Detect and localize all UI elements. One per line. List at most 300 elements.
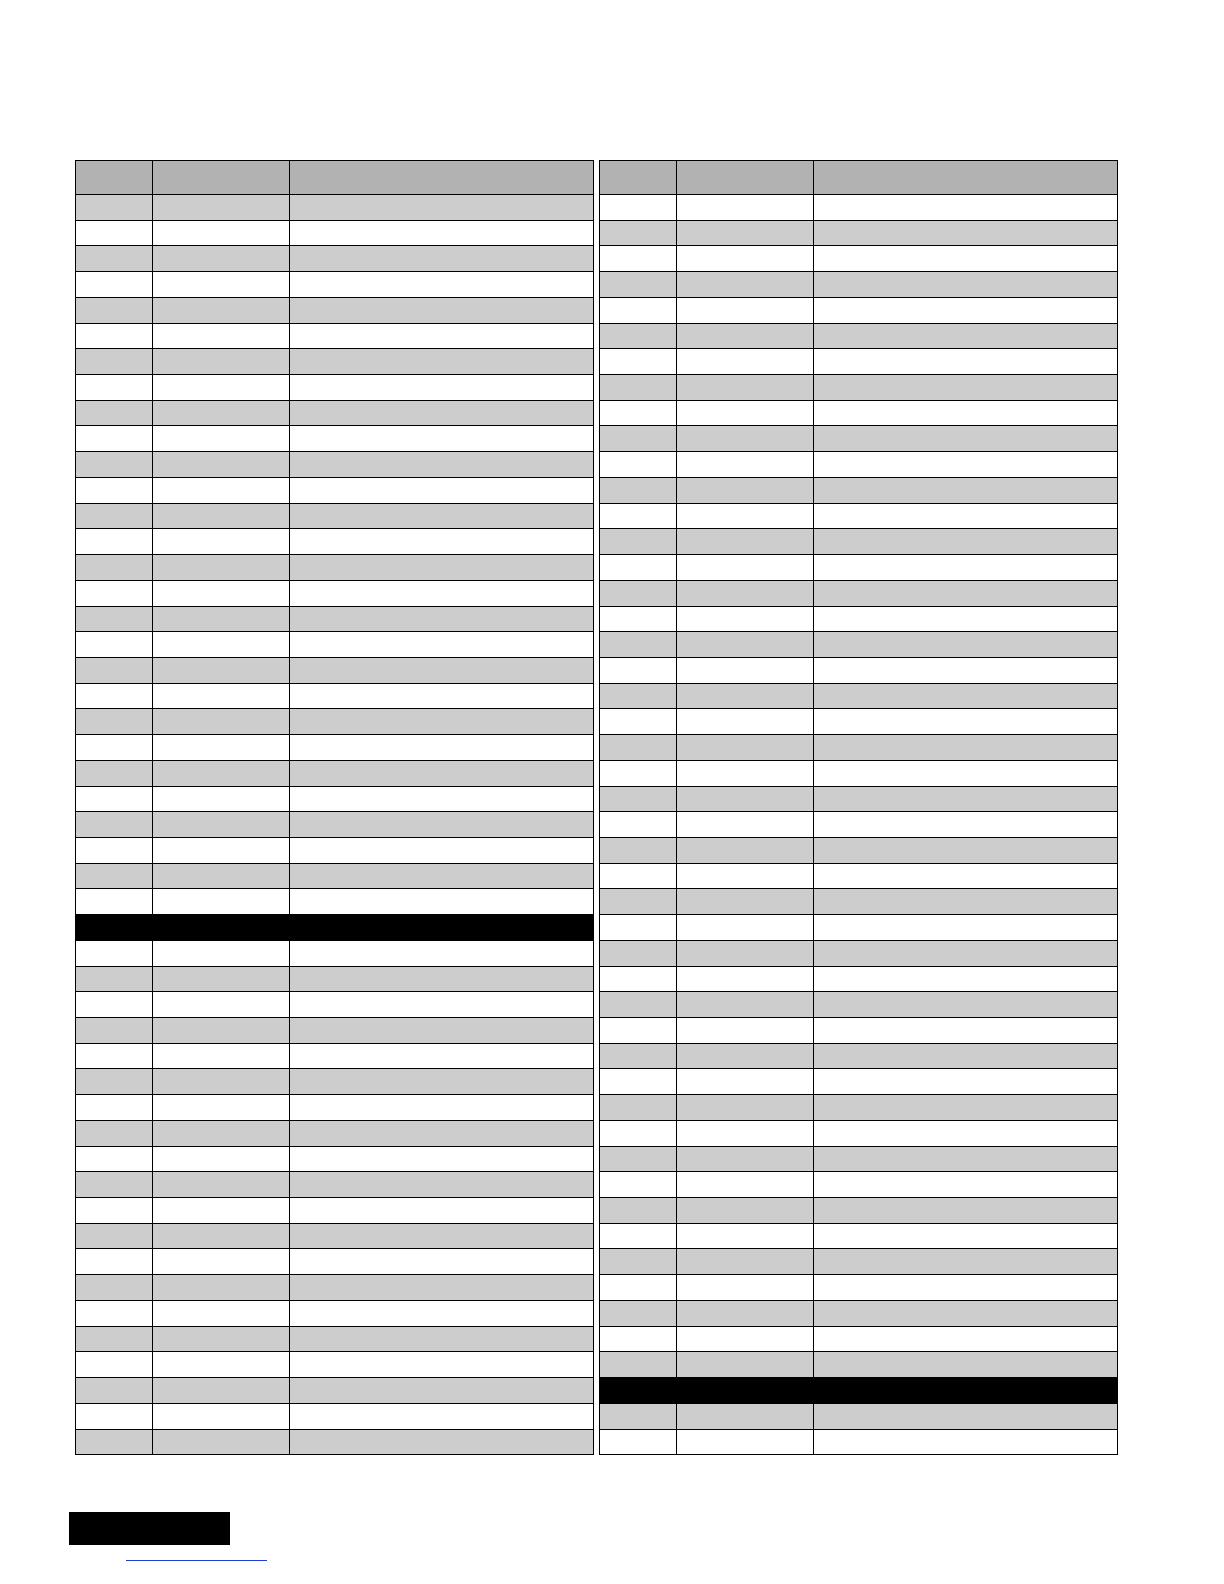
table-cell	[814, 837, 1118, 863]
table-row	[600, 452, 1118, 478]
table-row	[76, 940, 594, 966]
table-cell	[814, 477, 1118, 503]
table-row	[76, 760, 594, 786]
table-cell	[600, 1043, 677, 1069]
table-cell	[76, 195, 153, 221]
table-cell	[153, 529, 290, 555]
table-cell	[814, 1120, 1118, 1146]
table-cell	[814, 1146, 1118, 1172]
table-cell	[677, 837, 814, 863]
table-cell	[814, 812, 1118, 838]
table-cell	[153, 1352, 290, 1378]
table-cell	[600, 657, 677, 683]
table-cell	[814, 992, 1118, 1018]
table-cell	[814, 940, 1118, 966]
table-row	[600, 657, 1118, 683]
table-cell	[677, 323, 814, 349]
table-cell	[677, 1275, 814, 1301]
table-cell	[600, 735, 677, 761]
table-row	[76, 503, 594, 529]
table-cell	[677, 580, 814, 606]
table-cell	[814, 786, 1118, 812]
table-cell	[76, 1429, 153, 1455]
table-cell	[814, 1018, 1118, 1044]
table-cell	[600, 272, 677, 298]
table-cell	[814, 426, 1118, 452]
table-cell	[814, 863, 1118, 889]
table-cell	[76, 349, 153, 375]
table-cell	[153, 1095, 290, 1121]
table-cell	[290, 220, 594, 246]
table-cell	[290, 529, 594, 555]
table-cell	[153, 1326, 290, 1352]
table-cell	[290, 246, 594, 272]
section-divider-row	[76, 915, 594, 941]
section-divider-row	[600, 1378, 1118, 1404]
table-cell	[76, 529, 153, 555]
table-cell	[677, 735, 814, 761]
table-cell	[290, 1043, 594, 1069]
right-table-body	[600, 195, 1118, 1455]
table-row	[76, 606, 594, 632]
table-row	[600, 375, 1118, 401]
table-cell	[814, 606, 1118, 632]
table-cell	[290, 349, 594, 375]
table-cell	[677, 709, 814, 735]
table-cell	[290, 1198, 594, 1224]
table-cell	[290, 1146, 594, 1172]
table-cell	[814, 1223, 1118, 1249]
table-cell	[814, 555, 1118, 581]
table-cell	[290, 992, 594, 1018]
table-row	[600, 1018, 1118, 1044]
table-cell	[677, 1326, 814, 1352]
table-cell	[153, 863, 290, 889]
table-row	[76, 195, 594, 221]
table-cell	[153, 246, 290, 272]
table-cell	[600, 1146, 677, 1172]
table-cell	[290, 1275, 594, 1301]
table-cell	[76, 580, 153, 606]
table-row	[600, 786, 1118, 812]
table-row	[76, 349, 594, 375]
table-row	[600, 837, 1118, 863]
table-cell	[153, 220, 290, 246]
table-row	[600, 323, 1118, 349]
table-cell	[677, 503, 814, 529]
table-cell	[814, 195, 1118, 221]
table-cell	[677, 1069, 814, 1095]
table-row	[76, 220, 594, 246]
table-cell	[814, 1403, 1118, 1429]
table-cell	[153, 426, 290, 452]
table-cell	[677, 1198, 814, 1224]
table-row	[600, 195, 1118, 221]
table-cell	[677, 1120, 814, 1146]
table-cell	[290, 555, 594, 581]
table-row	[600, 863, 1118, 889]
table-cell	[600, 966, 677, 992]
table-cell	[153, 1069, 290, 1095]
table-cell	[76, 992, 153, 1018]
table-cell	[76, 220, 153, 246]
table-cell	[600, 1275, 677, 1301]
table-cell	[290, 426, 594, 452]
table-cell	[153, 606, 290, 632]
table-cell	[290, 1326, 594, 1352]
table-cell	[814, 375, 1118, 401]
table-row	[600, 606, 1118, 632]
table-cell	[290, 657, 594, 683]
table-row	[76, 683, 594, 709]
table-cell	[290, 1378, 594, 1404]
table-cell	[290, 400, 594, 426]
left-table	[75, 160, 594, 1455]
table-cell	[600, 580, 677, 606]
table-cell	[814, 889, 1118, 915]
table-row	[600, 760, 1118, 786]
table-cell	[153, 452, 290, 478]
table-cell	[76, 1223, 153, 1249]
table-row	[76, 375, 594, 401]
table-row	[76, 246, 594, 272]
table-row	[76, 837, 594, 863]
table-cell	[290, 889, 594, 915]
table-cell	[153, 760, 290, 786]
right-header-cell	[677, 161, 814, 195]
table-cell	[814, 246, 1118, 272]
table-cell	[153, 1300, 290, 1326]
table-row	[600, 1352, 1118, 1378]
table-cell	[677, 272, 814, 298]
table-row	[600, 683, 1118, 709]
table-cell	[677, 375, 814, 401]
table-cell	[153, 812, 290, 838]
table-cell	[153, 323, 290, 349]
table-cell	[814, 580, 1118, 606]
table-cell	[76, 452, 153, 478]
table-cell	[76, 1300, 153, 1326]
table-row	[600, 400, 1118, 426]
table-cell	[76, 555, 153, 581]
table-cell	[153, 349, 290, 375]
table-cell	[814, 529, 1118, 555]
table-cell	[814, 760, 1118, 786]
table-cell	[677, 1095, 814, 1121]
table-cell	[290, 272, 594, 298]
table-cell	[600, 503, 677, 529]
table-cell	[153, 1198, 290, 1224]
table-row	[76, 992, 594, 1018]
table-cell	[290, 1095, 594, 1121]
table-cell	[814, 400, 1118, 426]
table-cell	[290, 863, 594, 889]
table-cell	[153, 1249, 290, 1275]
table-row	[600, 529, 1118, 555]
table-cell	[600, 1403, 677, 1429]
table-cell	[600, 1120, 677, 1146]
table-cell	[600, 452, 677, 478]
table-row	[600, 1069, 1118, 1095]
table-row	[600, 709, 1118, 735]
table-cell	[600, 375, 677, 401]
right-table-header-row	[600, 161, 1118, 195]
table-cell	[814, 297, 1118, 323]
table-row	[600, 1223, 1118, 1249]
table-row	[76, 1326, 594, 1352]
table-row	[600, 992, 1118, 1018]
table-cell	[153, 272, 290, 298]
table-cell	[677, 220, 814, 246]
table-cell	[290, 477, 594, 503]
table-cell	[290, 606, 594, 632]
table-cell	[600, 426, 677, 452]
table-cell	[290, 1069, 594, 1095]
table-row	[600, 1249, 1118, 1275]
table-cell	[290, 323, 594, 349]
table-cell	[153, 1146, 290, 1172]
table-cell	[153, 297, 290, 323]
left-header-cell	[290, 161, 594, 195]
table-cell	[814, 966, 1118, 992]
table-cell	[76, 735, 153, 761]
table-cell	[76, 1275, 153, 1301]
table-cell	[600, 1300, 677, 1326]
table-cell	[600, 246, 677, 272]
table-cell	[677, 349, 814, 375]
table-row	[76, 1069, 594, 1095]
table-row	[600, 349, 1118, 375]
table-cell	[677, 1172, 814, 1198]
table-cell	[677, 297, 814, 323]
table-cell	[677, 889, 814, 915]
table-cell	[290, 1352, 594, 1378]
table-cell	[814, 1043, 1118, 1069]
table-row	[76, 529, 594, 555]
table-cell	[677, 195, 814, 221]
footer-label-block	[69, 1512, 230, 1545]
table-row	[76, 452, 594, 478]
section-divider-cell	[76, 915, 594, 941]
table-cell	[677, 606, 814, 632]
table-cell	[76, 246, 153, 272]
table-cell	[76, 1095, 153, 1121]
table-cell	[677, 683, 814, 709]
table-row	[76, 1095, 594, 1121]
table-cell	[76, 1352, 153, 1378]
table-row	[76, 1146, 594, 1172]
table-cell	[153, 503, 290, 529]
table-cell	[600, 1223, 677, 1249]
table-cell	[677, 529, 814, 555]
table-cell	[153, 1275, 290, 1301]
table-row	[600, 1095, 1118, 1121]
table-cell	[153, 400, 290, 426]
table-cell	[814, 1429, 1118, 1455]
table-cell	[814, 452, 1118, 478]
table-cell	[153, 632, 290, 658]
right-header-cell	[600, 161, 677, 195]
table-row	[600, 272, 1118, 298]
table-cell	[290, 1223, 594, 1249]
table-cell	[600, 1069, 677, 1095]
table-cell	[153, 992, 290, 1018]
table-row	[600, 889, 1118, 915]
table-row	[600, 1120, 1118, 1146]
table-cell	[600, 1172, 677, 1198]
table-cell	[76, 272, 153, 298]
table-cell	[153, 709, 290, 735]
table-cell	[76, 1172, 153, 1198]
table-row	[76, 426, 594, 452]
table-cell	[814, 683, 1118, 709]
table-cell	[290, 760, 594, 786]
table-cell	[600, 837, 677, 863]
table-cell	[677, 1403, 814, 1429]
table-cell	[677, 1429, 814, 1455]
table-cell	[290, 709, 594, 735]
table-cell	[76, 375, 153, 401]
table-row	[76, 400, 594, 426]
table-cell	[814, 1249, 1118, 1275]
table-cell	[600, 529, 677, 555]
table-row	[76, 863, 594, 889]
table-cell	[76, 940, 153, 966]
table-cell	[76, 1326, 153, 1352]
table-cell	[600, 992, 677, 1018]
table-row	[76, 1275, 594, 1301]
table-cell	[153, 683, 290, 709]
table-cell	[290, 786, 594, 812]
table-row	[600, 1146, 1118, 1172]
table-cell	[76, 863, 153, 889]
table-row	[76, 657, 594, 683]
table-row	[600, 1172, 1118, 1198]
table-cell	[677, 1249, 814, 1275]
table-cell	[76, 1043, 153, 1069]
table-row	[76, 1120, 594, 1146]
table-cell	[677, 940, 814, 966]
left-table-header-row	[76, 161, 594, 195]
table-row	[76, 1223, 594, 1249]
left-header-cell	[153, 161, 290, 195]
table-row	[76, 580, 594, 606]
table-cell	[153, 657, 290, 683]
table-cell	[677, 786, 814, 812]
table-cell	[814, 220, 1118, 246]
table-cell	[290, 375, 594, 401]
table-cell	[600, 1249, 677, 1275]
right-table	[599, 160, 1118, 1455]
table-row	[600, 477, 1118, 503]
table-cell	[290, 812, 594, 838]
table-cell	[76, 400, 153, 426]
table-row	[600, 426, 1118, 452]
table-cell	[814, 735, 1118, 761]
table-row	[76, 1300, 594, 1326]
table-cell	[814, 1352, 1118, 1378]
table-cell	[76, 1069, 153, 1095]
table-row	[76, 632, 594, 658]
table-cell	[290, 195, 594, 221]
table-cell	[677, 1352, 814, 1378]
table-cell	[677, 760, 814, 786]
table-cell	[600, 400, 677, 426]
table-cell	[814, 1095, 1118, 1121]
table-cell	[290, 940, 594, 966]
table-cell	[290, 683, 594, 709]
table-cell	[677, 555, 814, 581]
table-cell	[814, 1198, 1118, 1224]
table-cell	[76, 1198, 153, 1224]
table-cell	[677, 992, 814, 1018]
table-row	[76, 555, 594, 581]
table-cell	[76, 477, 153, 503]
table-cell	[600, 195, 677, 221]
table-cell	[600, 940, 677, 966]
table-cell	[290, 297, 594, 323]
table-cell	[290, 966, 594, 992]
table-cell	[677, 812, 814, 838]
table-cell	[677, 1018, 814, 1044]
table-cell	[677, 477, 814, 503]
table-cell	[153, 1223, 290, 1249]
table-cell	[600, 786, 677, 812]
table-cell	[153, 555, 290, 581]
table-cell	[677, 1146, 814, 1172]
table-row	[76, 709, 594, 735]
table-cell	[153, 786, 290, 812]
table-cell	[814, 1275, 1118, 1301]
table-cell	[600, 555, 677, 581]
table-row	[600, 503, 1118, 529]
table-row	[600, 1429, 1118, 1455]
table-cell	[290, 1249, 594, 1275]
table-cell	[76, 786, 153, 812]
table-row	[76, 786, 594, 812]
table-cell	[153, 1043, 290, 1069]
table-row	[600, 1326, 1118, 1352]
table-row	[600, 1198, 1118, 1224]
table-cell	[290, 1429, 594, 1455]
table-cell	[76, 657, 153, 683]
table-row	[76, 1018, 594, 1044]
table-cell	[76, 760, 153, 786]
footer-link[interactable]	[126, 1556, 267, 1561]
table-cell	[153, 1172, 290, 1198]
table-cell	[153, 1429, 290, 1455]
table-cell	[677, 246, 814, 272]
left-table-body	[76, 195, 594, 1455]
table-cell	[153, 1403, 290, 1429]
table-cell	[153, 735, 290, 761]
table-row	[600, 915, 1118, 941]
table-row	[600, 1275, 1118, 1301]
table-cell	[76, 837, 153, 863]
table-row	[600, 1300, 1118, 1326]
table-cell	[153, 966, 290, 992]
table-cell	[290, 1300, 594, 1326]
left-header-cell	[76, 161, 153, 195]
table-cell	[153, 580, 290, 606]
table-cell	[76, 812, 153, 838]
table-cell	[600, 606, 677, 632]
table-cell	[814, 709, 1118, 735]
table-cell	[814, 323, 1118, 349]
table-cell	[76, 632, 153, 658]
table-cell	[677, 452, 814, 478]
table-cell	[600, 1326, 677, 1352]
